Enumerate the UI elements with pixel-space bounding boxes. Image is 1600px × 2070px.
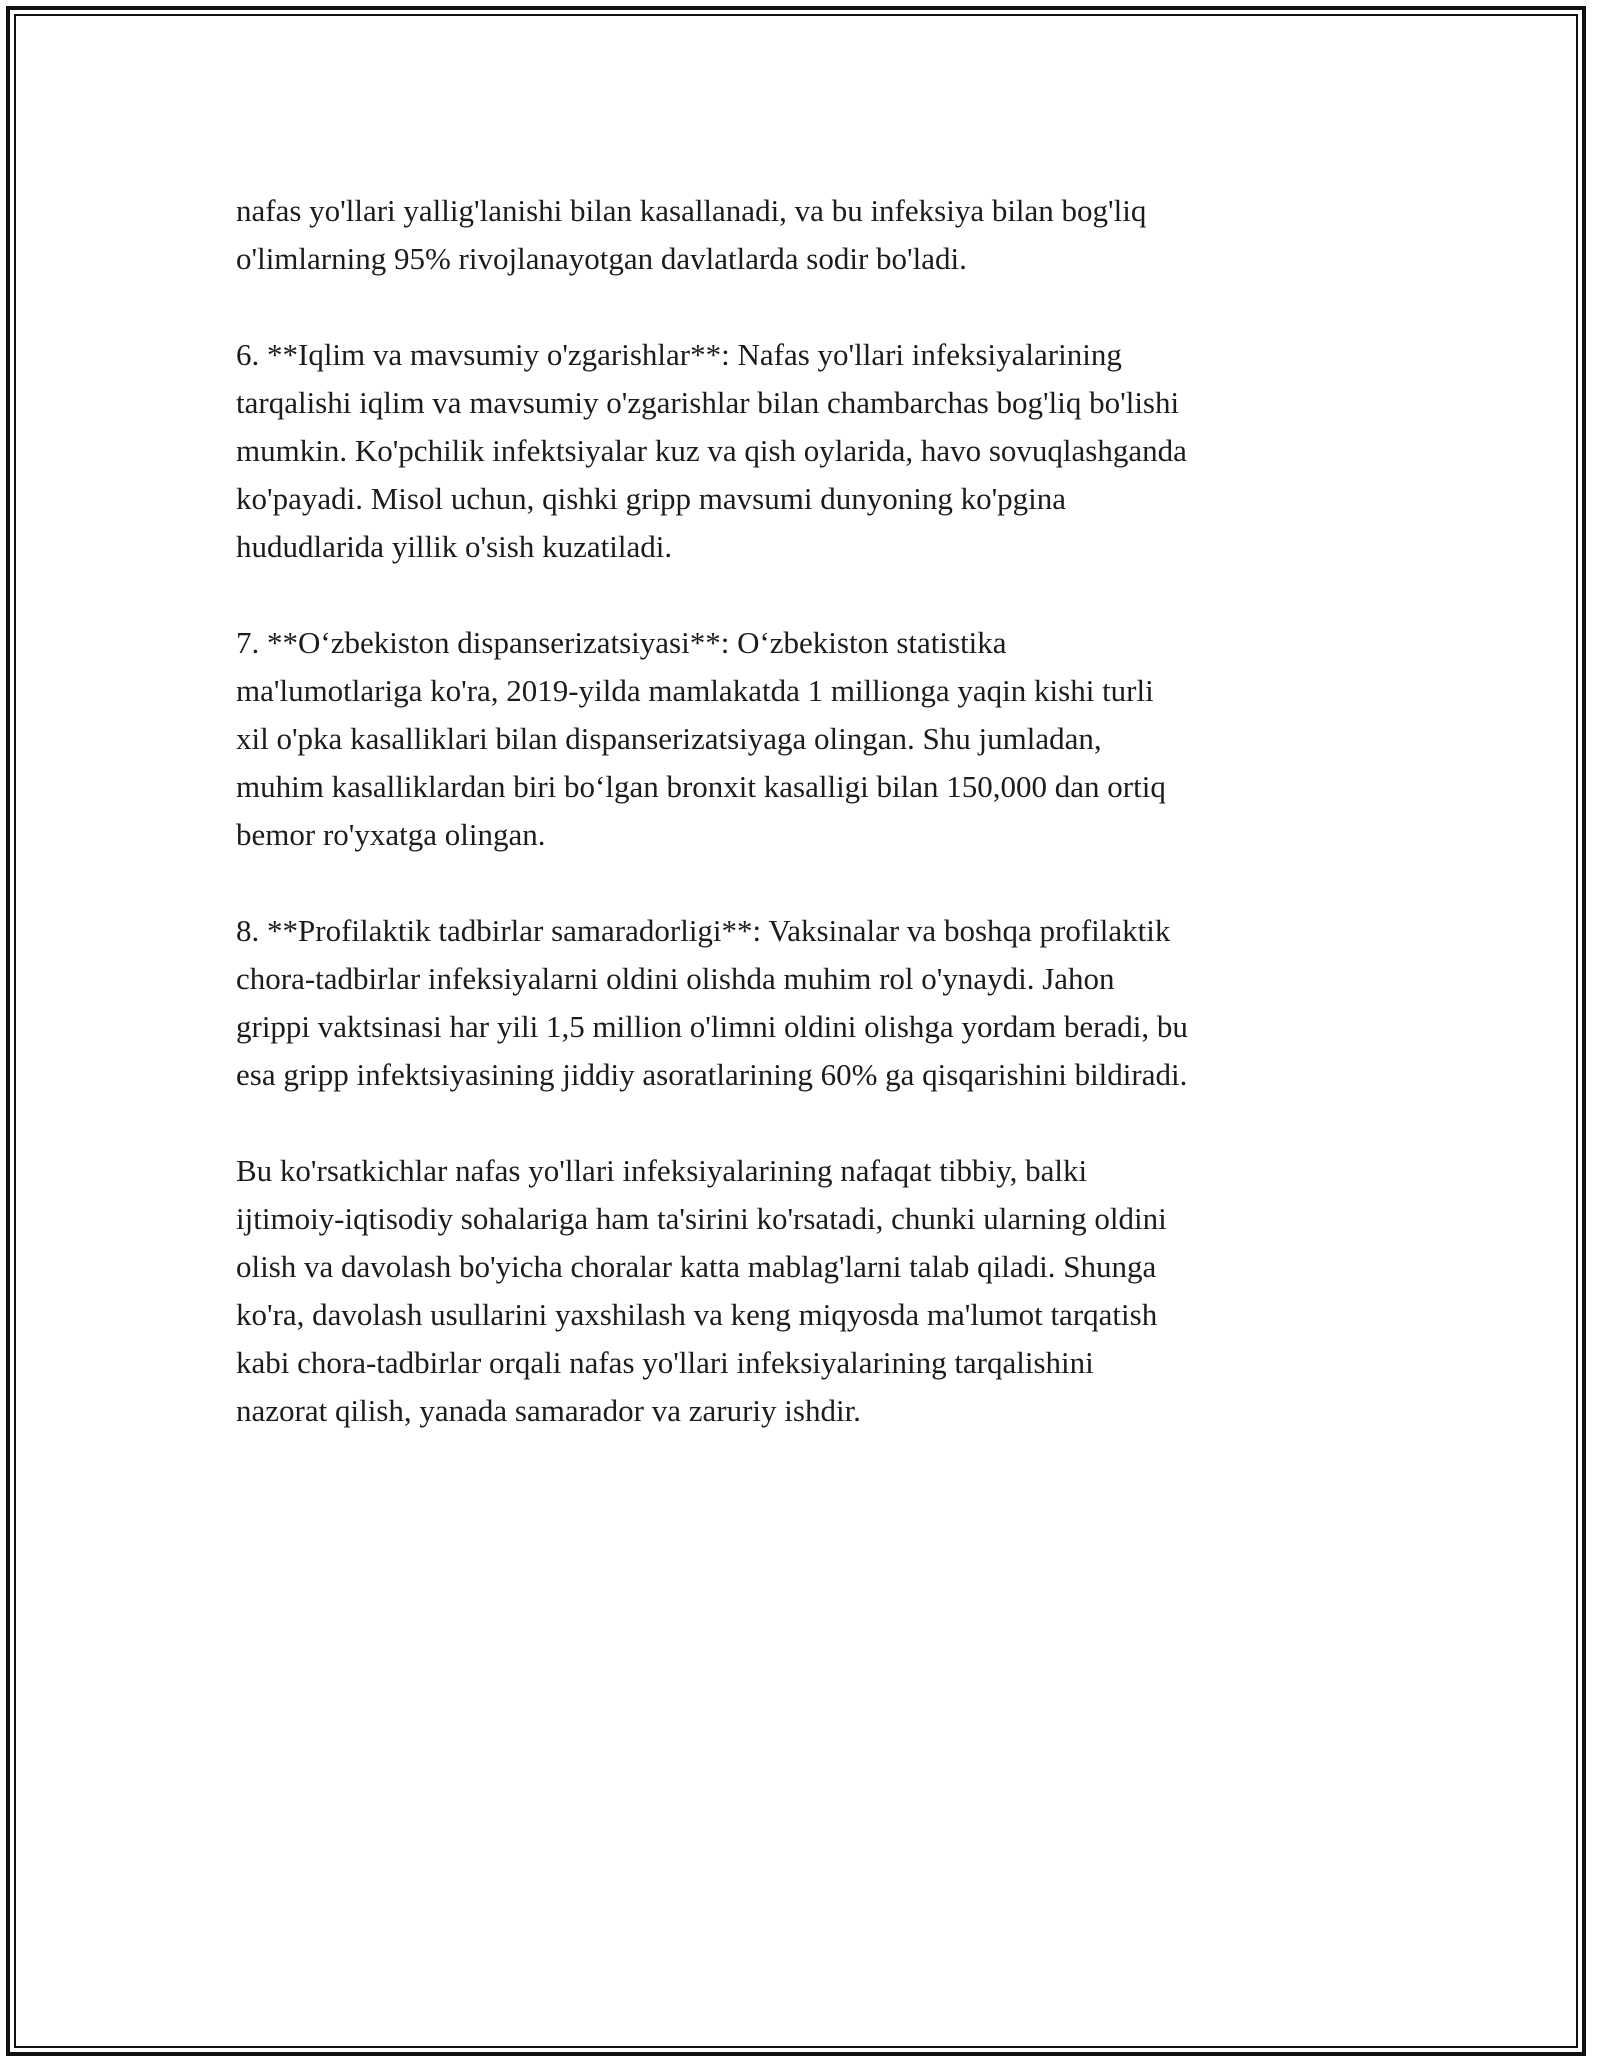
paragraph-item-6 xyxy=(236,331,1376,571)
text-line: muhim kasalliklardan biri boʻlgan bronxit kasalligi bilan 150,000 dan ortiq xyxy=(236,769,1166,804)
paragraph-item-7 xyxy=(236,619,1376,859)
paragraph-intro-continuation xyxy=(236,187,1376,283)
text-line: Bu ko'rsatkichlar nafas yo'llari infeksiyalarining nafaqat tibbiy, balki xyxy=(236,1153,1088,1188)
text-line: ijtimoiy-iqtisodiy sohalariga ham ta'sirini ko'rsatadi, chunki ularning oldini xyxy=(236,1201,1167,1236)
text-line: ko'ra, davolash usullarini yaxshilash va keng miqyosda ma'lumot tarqatish xyxy=(236,1297,1158,1332)
text-line: kabi chora-tadbirlar orqali nafas yo'llari infeksiyalarining tarqalishini xyxy=(236,1345,1094,1380)
text-line: xil o'pka kasalliklari bilan dispanserizatsiyaga olingan. Shu jumladan, xyxy=(236,721,1102,756)
text-line: nafas yo'llari yallig'lanishi bilan kasallanadi, va bu infeksiya bilan bog'liq xyxy=(236,193,1147,228)
text-line: 7. **Oʻzbekiston dispanserizatsiyasi**: Oʻzbekiston statistika xyxy=(236,625,1007,660)
paragraph-item-8 xyxy=(236,907,1376,1099)
text-line: tarqalishi iqlim va mavsumiy o'zgarishlar bilan chambarchas bog'liq bo'lishi xyxy=(236,385,1180,420)
text-line: olish va davolash bo'yicha choralar katta mablag'larni talab qiladi. Shunga xyxy=(236,1249,1157,1284)
paragraph-conclusion xyxy=(236,1147,1376,1435)
text-line: nazorat qilish, yanada samarador va zaruriy ishdir. xyxy=(236,1393,861,1428)
text-line: bemor ro'yxatga olingan. xyxy=(236,817,546,852)
document-body xyxy=(236,187,1376,1435)
text-line: 8. **Profilaktik tadbirlar samaradorligi**: Vaksinalar va boshqa profilaktik xyxy=(236,913,1171,948)
text-line: chora-tadbirlar infeksiyalarni oldini olishda muhim rol o'ynaydi. Jahon xyxy=(236,961,1115,996)
text-line: mumkin. Ko'pchilik infektsiyalar kuz va qish oylarida, havo sovuqlashganda xyxy=(236,433,1187,468)
text-line: grippi vaktsinasi har yili 1,5 million o'limni oldini olishga yordam beradi, bu xyxy=(236,1009,1188,1044)
text-line: 6. **Iqlim va mavsumiy o'zgarishlar**: Nafas yo'llari infeksiyalarining xyxy=(236,337,1122,372)
text-line: o'limlarning 95% rivojlanayotgan davlatlarda sodir bo'ladi. xyxy=(236,241,967,276)
text-line: esa gripp infektsiyasining jiddiy asoratlarining 60% ga qisqarishini bildiradi. xyxy=(236,1057,1188,1092)
text-line: hududlarida yillik o'sish kuzatiladi. xyxy=(236,529,673,564)
text-line: ko'payadi. Misol uchun, qishki gripp mavsumi dunyoning ko'pgina xyxy=(236,481,1067,516)
text-line: ma'lumotlariga ko'ra, 2019-yilda mamlakatda 1 millionga yaqin kishi turli xyxy=(236,673,1154,708)
